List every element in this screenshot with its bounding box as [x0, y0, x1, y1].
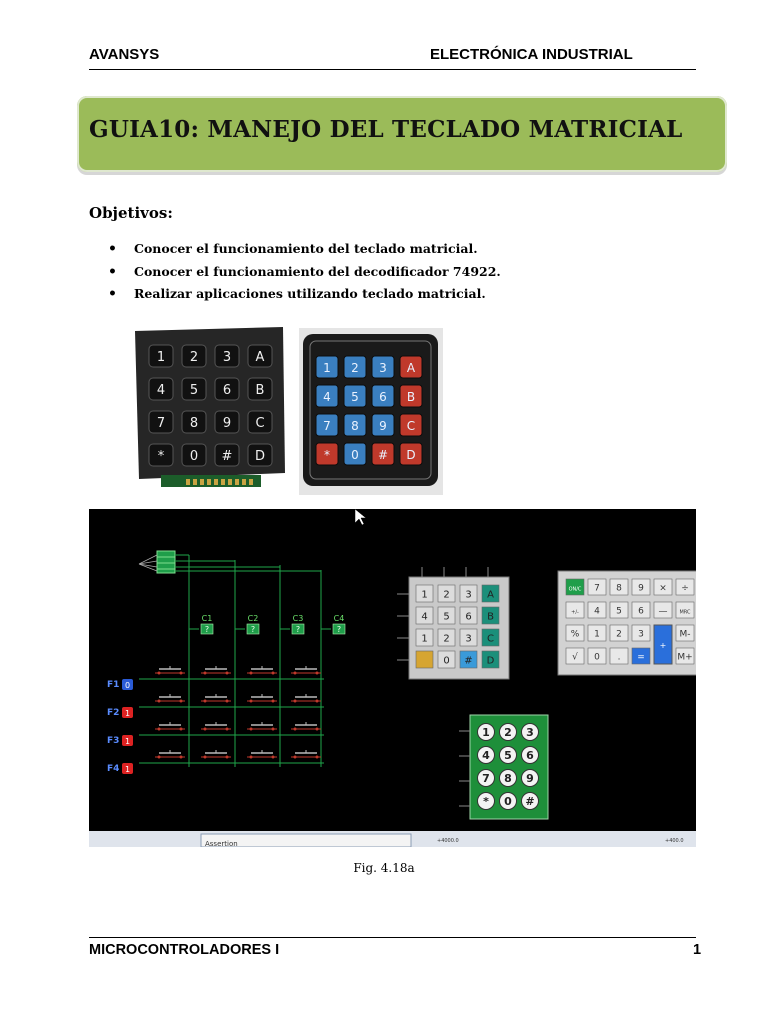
statusbar-tab: Assertion	[205, 840, 238, 847]
svg-text:4: 4	[156, 383, 166, 398]
green-key-label: 7	[482, 772, 490, 785]
calc-key-label: =	[637, 652, 645, 663]
svg-text:3: 3	[379, 361, 387, 375]
objective-item: • Realizar aplicaciones utilizando teclado matricial.	[108, 285, 501, 308]
keypad-key	[248, 444, 272, 466]
simulation-screenshot	[89, 509, 696, 847]
membrane-key	[316, 385, 338, 407]
column-label: C3	[292, 614, 304, 623]
column-label: C1	[201, 614, 213, 623]
green-key-label: 4	[482, 749, 490, 762]
calc-key-label: +/-	[571, 609, 579, 616]
svg-text:5: 5	[351, 390, 359, 404]
keypad-key	[215, 444, 239, 466]
page-title: GUIA10: MANEJO DEL TECLADO MATRICIAL	[89, 116, 683, 143]
green-key-label: 9	[526, 772, 534, 785]
calc-key-label: 6	[638, 606, 644, 617]
membrane-key	[372, 385, 394, 407]
keypad-key-label: 6	[465, 611, 472, 623]
column-label: C2	[247, 614, 259, 623]
keypad-key-label: 2	[443, 589, 450, 601]
calc-key-label: 1	[594, 629, 600, 640]
svg-text:0: 0	[189, 449, 199, 464]
green-key-label: 1	[482, 726, 490, 739]
membrane-key	[316, 356, 338, 378]
objective-item: • Conocer el funcionamiento del teclado matricial.	[108, 240, 501, 263]
figure-caption: Fig. 4.18a	[353, 861, 415, 875]
membrane-key	[372, 443, 394, 465]
svg-text:B: B	[406, 390, 416, 404]
objectives-list	[108, 240, 501, 308]
objective-item: • Conocer el funcionamiento del decodificador 74922.	[108, 263, 501, 286]
calc-key-label: 5	[616, 606, 622, 617]
calc-key-label: .	[617, 652, 621, 663]
keypad-key	[149, 411, 173, 433]
membrane-key	[400, 443, 422, 465]
keypad-key-label: #	[464, 655, 473, 667]
row-label: F1	[107, 680, 120, 690]
keypad-key-label: 5	[443, 611, 450, 623]
green-key-label: 3	[526, 726, 534, 739]
footer-left: MICROCONTROLADORES I	[89, 942, 280, 958]
column-state: ?	[295, 625, 301, 634]
keypad-key	[182, 345, 206, 367]
svg-text:D: D	[406, 448, 416, 462]
row-label: F4	[107, 764, 120, 774]
membrane-key	[400, 414, 422, 436]
svg-text:A: A	[406, 361, 416, 375]
keypad-key-label: A	[487, 589, 494, 601]
statusbar-value1: +4000.0	[437, 838, 459, 844]
svg-text:*: *	[157, 449, 165, 464]
membrane-key	[344, 414, 366, 436]
column-state: ?	[250, 625, 256, 634]
membrane-key	[400, 385, 422, 407]
objectives-heading: Objetivos:	[89, 204, 173, 222]
membrane-key	[344, 356, 366, 378]
membrane-key	[344, 385, 366, 407]
green-key-label: *	[483, 795, 489, 808]
column-state: ?	[204, 625, 210, 634]
svg-text:4: 4	[323, 390, 331, 404]
svg-text:C: C	[255, 416, 265, 431]
keypad-key-label: 0	[443, 655, 450, 667]
keypad-key	[248, 345, 272, 367]
svg-text:7: 7	[323, 419, 331, 433]
header-right: ELECTRÓNICA INDUSTRIAL	[430, 46, 633, 63]
membrane-key	[400, 356, 422, 378]
svg-text:*: *	[324, 448, 330, 462]
row-label: F3	[107, 736, 120, 746]
keypad-key-label: 3	[465, 589, 472, 601]
keypad-key-label: 1	[421, 589, 428, 601]
svg-text:7: 7	[156, 416, 166, 431]
calc-key-label: 2	[616, 629, 622, 640]
calc-key-label: ÷	[681, 583, 689, 594]
keypad-key	[215, 411, 239, 433]
black-keypad-photo	[131, 323, 289, 493]
keypad-key-label: 2	[443, 633, 450, 645]
calc-key-label: M+	[677, 652, 693, 663]
svg-text:C: C	[406, 419, 416, 433]
svg-text:9: 9	[222, 416, 232, 431]
footer-rule	[89, 937, 696, 938]
calc-key-label: M-	[679, 629, 691, 640]
svg-text:9: 9	[379, 419, 387, 433]
svg-text:0: 0	[351, 448, 359, 462]
keypad-key-label: B	[487, 611, 494, 623]
keypad-key	[248, 378, 272, 400]
keypad-key	[248, 411, 272, 433]
calc-key-label: 0	[594, 652, 600, 663]
keypad-key-label: C	[487, 633, 494, 645]
keypad-key	[149, 345, 173, 367]
keypad-key	[149, 378, 173, 400]
keypad-key-label: 1	[421, 633, 428, 645]
column-state: ?	[336, 625, 342, 634]
membrane-key	[316, 443, 338, 465]
svg-text:2: 2	[351, 361, 359, 375]
calc-key-label: 7	[594, 583, 600, 594]
svg-text:2: 2	[189, 350, 199, 365]
green-key-label: 5	[504, 749, 512, 762]
column-label: C4	[333, 614, 345, 623]
green-key-label: 6	[526, 749, 534, 762]
keypad-key	[149, 444, 173, 466]
calc-key-label: +	[659, 641, 667, 650]
row-state: 0	[124, 681, 131, 690]
green-key-label: 0	[504, 795, 512, 808]
svg-text:#: #	[377, 448, 389, 462]
calc-key-label: 9	[638, 583, 644, 594]
keypad-key	[182, 411, 206, 433]
green-key-label: #	[525, 795, 535, 808]
calc-key-label: 4	[594, 606, 600, 617]
keypad-key	[215, 378, 239, 400]
row-label: F2	[107, 708, 120, 718]
calc-key-label: —	[658, 606, 668, 617]
row-state: 1	[124, 709, 131, 718]
row-state: 1	[124, 737, 131, 746]
row-state: 1	[124, 765, 131, 774]
svg-text:6: 6	[222, 383, 232, 398]
svg-text:6: 6	[379, 390, 387, 404]
svg-text:#: #	[221, 449, 233, 464]
svg-text:1: 1	[156, 350, 166, 365]
keypad-key	[182, 378, 206, 400]
calc-key-label: ON/C	[568, 586, 582, 593]
svg-text:3: 3	[222, 350, 232, 365]
title-banner	[77, 96, 727, 172]
svg-text:B: B	[255, 383, 265, 398]
keypad-key	[182, 444, 206, 466]
keypad-key	[215, 345, 239, 367]
svg-text:A: A	[255, 350, 265, 365]
svg-text:8: 8	[351, 419, 359, 433]
membrane-key	[372, 414, 394, 436]
calc-key-label: MRC	[679, 609, 691, 616]
membrane-key	[344, 443, 366, 465]
statusbar-value2: +400.0	[665, 838, 684, 844]
calc-key-label: %	[570, 629, 580, 640]
green-key-label: 2	[504, 726, 512, 739]
calc-key-label: √	[572, 652, 578, 663]
keypad-key-label: 4	[421, 611, 428, 623]
header-left: AVANSYS	[89, 46, 160, 63]
svg-text:8: 8	[189, 416, 199, 431]
green-key-label: 8	[504, 772, 512, 785]
svg-text:1: 1	[323, 361, 331, 375]
calc-key-label: ×	[659, 583, 667, 594]
membrane-key	[372, 356, 394, 378]
membrane-key	[316, 414, 338, 436]
keypad-key-label: D	[486, 655, 495, 667]
calc-key-label: 8	[616, 583, 622, 594]
svg-text:D: D	[254, 449, 266, 464]
header-rule	[89, 69, 696, 70]
page-number: 1	[693, 942, 702, 958]
membrane-keypad-photo	[299, 328, 443, 495]
calc-key-label: 3	[638, 629, 644, 640]
keypad-key-label: 3	[465, 633, 472, 645]
svg-text:5: 5	[189, 383, 199, 398]
